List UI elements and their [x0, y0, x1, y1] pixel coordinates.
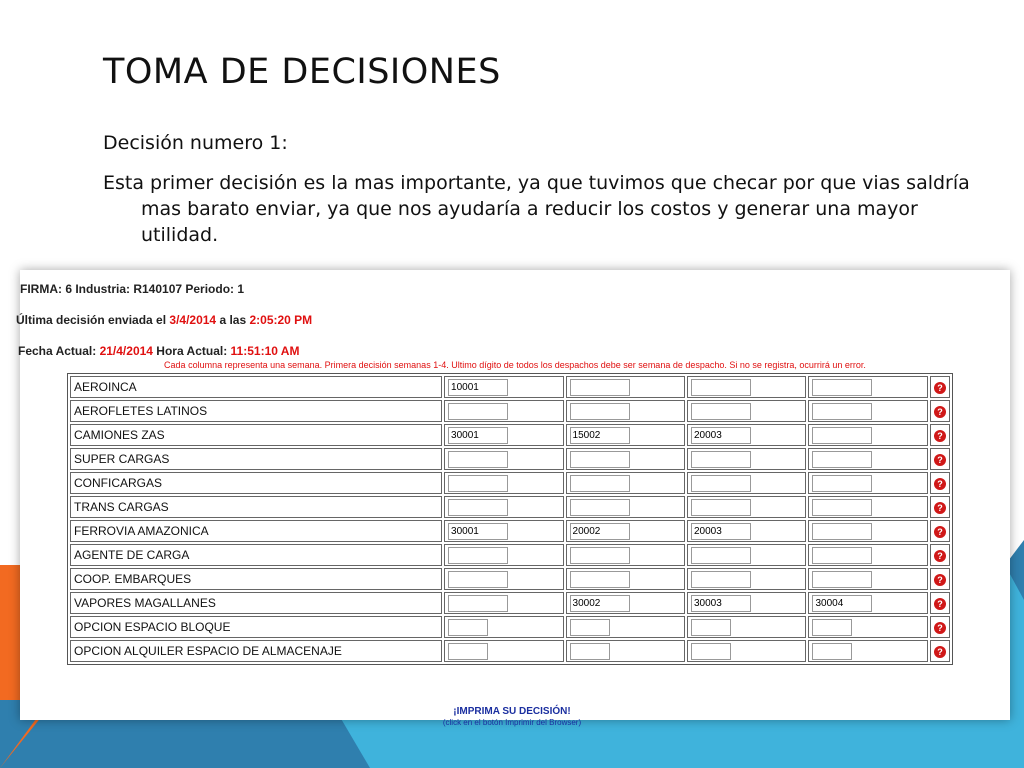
carrier-name: CONFICARGAS — [70, 472, 442, 494]
table-row — [70, 568, 950, 590]
help-cell — [930, 496, 950, 518]
week-1-input[interactable] — [448, 427, 508, 444]
week-2-input[interactable] — [570, 427, 630, 444]
help-icon[interactable]: ? — [934, 550, 946, 562]
week-4-input[interactable] — [812, 451, 872, 468]
week-3-input[interactable] — [691, 643, 731, 660]
help-cell — [930, 448, 950, 470]
week-3-input[interactable] — [691, 619, 731, 636]
help-cell — [930, 616, 950, 638]
help-icon[interactable]: ? — [934, 646, 946, 658]
week-4-input[interactable] — [812, 571, 872, 588]
week-1-input[interactable] — [448, 643, 488, 660]
week-4-input[interactable] — [812, 427, 872, 444]
week-cell — [687, 616, 806, 638]
week-cell — [566, 592, 685, 614]
week-cell — [808, 376, 927, 398]
help-cell — [930, 544, 950, 566]
last-decision-date: 3/4/2014 — [169, 313, 217, 327]
help-icon[interactable]: ? — [934, 622, 946, 634]
week-cell — [808, 520, 927, 542]
table-row — [70, 400, 950, 422]
table-row — [70, 616, 950, 638]
week-2-input[interactable] — [570, 619, 610, 636]
week-cell — [687, 568, 806, 590]
week-2-input[interactable] — [570, 379, 630, 396]
decision-screenshot — [16, 270, 1010, 720]
week-2-input[interactable] — [570, 499, 630, 516]
week-cell — [687, 592, 806, 614]
last-decision-middle: a las — [216, 313, 250, 327]
week-cell — [566, 616, 685, 638]
week-2-input[interactable] — [570, 523, 630, 540]
help-cell — [930, 472, 950, 494]
week-4-input[interactable] — [812, 595, 872, 612]
slide-title: TOMA DE DECISIONES — [103, 52, 501, 92]
help-icon[interactable]: ? — [934, 598, 946, 610]
week-cell — [444, 472, 563, 494]
help-icon[interactable]: ? — [934, 430, 946, 442]
table-row — [70, 592, 950, 614]
table-row — [70, 448, 950, 470]
week-cell — [808, 400, 927, 422]
current-date-line — [18, 344, 299, 358]
week-3-input[interactable] — [691, 571, 751, 588]
decision-table — [67, 373, 953, 665]
carrier-name: VAPORES MAGALLANES — [70, 592, 442, 614]
help-icon[interactable]: ? — [934, 382, 946, 394]
week-cell — [808, 640, 927, 662]
week-2-input[interactable] — [570, 571, 630, 588]
week-cell — [687, 472, 806, 494]
last-decision-prefix: Última decisión enviada el — [16, 313, 170, 327]
week-cell — [444, 568, 563, 590]
week-cell — [808, 616, 927, 638]
week-cell — [444, 616, 563, 638]
week-cell — [687, 400, 806, 422]
week-cell — [444, 640, 563, 662]
week-1-input[interactable] — [448, 523, 508, 540]
week-cell — [808, 496, 927, 518]
table-row — [70, 472, 950, 494]
week-cell — [566, 472, 685, 494]
week-cell — [808, 424, 927, 446]
week-1-input[interactable] — [448, 571, 508, 588]
firm-line: FIRMA: 6 Industria: R140107 Periodo: 1 — [20, 282, 245, 296]
help-cell — [930, 568, 950, 590]
week-1-input[interactable] — [448, 451, 508, 468]
table-row — [70, 424, 950, 446]
week-1-input[interactable] — [448, 403, 508, 420]
week-cell — [444, 496, 563, 518]
help-icon[interactable]: ? — [934, 526, 946, 538]
carrier-name: FERROVIA AMAZONICA — [70, 520, 442, 542]
help-icon[interactable]: ? — [934, 502, 946, 514]
week-cell — [444, 520, 563, 542]
week-cell — [566, 568, 685, 590]
table-row — [70, 640, 950, 662]
carrier-name: OPCION ALQUILER ESPACIO DE ALMACENAJE — [70, 640, 442, 662]
week-3-input[interactable] — [691, 427, 751, 444]
week-cell — [444, 400, 563, 422]
carrier-name: AGENTE DE CARGA — [70, 544, 442, 566]
week-3-input[interactable] — [691, 499, 751, 516]
week-cell — [566, 640, 685, 662]
help-cell — [930, 376, 950, 398]
week-cell — [566, 424, 685, 446]
week-cell — [444, 376, 563, 398]
help-icon[interactable]: ? — [934, 574, 946, 586]
carrier-name: CAMIONES ZAS — [70, 424, 442, 446]
week-cell — [444, 448, 563, 470]
week-cell — [687, 640, 806, 662]
carrier-name: AEROINCA — [70, 376, 442, 398]
last-decision-line — [16, 313, 312, 327]
week-3-input[interactable] — [691, 547, 751, 564]
week-3-input[interactable] — [691, 379, 751, 396]
week-cell — [687, 448, 806, 470]
week-cell — [687, 424, 806, 446]
week-cell — [444, 424, 563, 446]
current-time-label: Hora Actual: — [152, 344, 231, 358]
week-cell — [444, 592, 563, 614]
slide-paragraph: Esta primer decisión es la mas importante, ya que tuvimos que checar por que vias saldría mas barato enviar, ya que nos ayudaría a reducir los costos y generar una mayor utilidad. — [103, 172, 970, 246]
week-3-input[interactable] — [691, 451, 751, 468]
week-1-input[interactable] — [448, 547, 508, 564]
week-cell — [687, 520, 806, 542]
week-4-input[interactable] — [812, 643, 852, 660]
help-cell — [930, 592, 950, 614]
week-3-input[interactable] — [691, 595, 751, 612]
week-4-input[interactable] — [812, 379, 872, 396]
week-2-input[interactable] — [570, 475, 630, 492]
week-2-input[interactable] — [570, 595, 630, 612]
week-1-input[interactable] — [448, 619, 488, 636]
help-cell — [930, 520, 950, 542]
table-row — [70, 376, 950, 398]
carrier-name: COOP. EMBARQUES — [70, 568, 442, 590]
week-cell — [808, 568, 927, 590]
instruction-note: Cada columna representa una semana. Primera decisión semanas 1-4. Ultimo dígito de todos los despachos debe ser semana de despacho. Si no se registra, ocurrirá un error. — [164, 360, 866, 370]
week-2-input[interactable] — [570, 547, 630, 564]
week-cell — [566, 496, 685, 518]
slide-subtitle: Decisión numero 1: — [103, 132, 288, 154]
table-row — [70, 520, 950, 542]
week-4-input[interactable] — [812, 475, 872, 492]
week-1-input[interactable] — [448, 379, 508, 396]
help-cell — [930, 640, 950, 662]
week-4-input[interactable] — [812, 547, 872, 564]
help-cell — [930, 400, 950, 422]
carrier-name: SUPER CARGAS — [70, 448, 442, 470]
help-icon[interactable]: ? — [934, 454, 946, 466]
carrier-name: TRANS CARGAS — [70, 496, 442, 518]
week-cell — [566, 400, 685, 422]
week-cell — [808, 472, 927, 494]
week-1-input[interactable] — [448, 595, 508, 612]
week-cell — [444, 544, 563, 566]
week-3-input[interactable] — [691, 403, 751, 420]
help-icon[interactable]: ? — [934, 406, 946, 418]
last-decision-time: 2:05:20 PM — [249, 313, 313, 327]
week-2-input[interactable] — [570, 403, 630, 420]
week-4-input[interactable] — [812, 523, 872, 540]
week-3-input[interactable] — [691, 475, 751, 492]
week-1-input[interactable] — [448, 499, 508, 516]
week-cell — [808, 592, 927, 614]
week-1-input[interactable] — [448, 475, 508, 492]
table-row — [70, 496, 950, 518]
current-date-label: Fecha Actual: — [18, 344, 100, 358]
week-2-input[interactable] — [570, 451, 630, 468]
week-cell — [566, 544, 685, 566]
help-cell — [930, 424, 950, 446]
carrier-name: OPCION ESPACIO BLOQUE — [70, 616, 442, 638]
table-row — [70, 544, 950, 566]
week-4-input[interactable] — [812, 403, 872, 420]
week-cell — [566, 376, 685, 398]
print-decision-title: ¡IMPRIMA SU DECISIÓN! — [453, 706, 571, 717]
help-icon[interactable]: ? — [934, 478, 946, 490]
week-cell — [687, 544, 806, 566]
print-decision-hint: (click en el botón Imprimir del Browser) — [442, 718, 582, 727]
carrier-name: AEROFLETES LATINOS — [70, 400, 442, 422]
week-4-input[interactable] — [812, 499, 872, 516]
current-date: 21/4/2014 — [99, 344, 153, 358]
week-2-input[interactable] — [570, 643, 610, 660]
week-4-input[interactable] — [812, 619, 852, 636]
week-cell — [687, 496, 806, 518]
week-3-input[interactable] — [691, 523, 751, 540]
current-time: 11:51:10 AM — [230, 344, 300, 358]
week-cell — [566, 448, 685, 470]
week-cell — [808, 544, 927, 566]
week-cell — [687, 376, 806, 398]
week-cell — [808, 448, 927, 470]
week-cell — [566, 520, 685, 542]
